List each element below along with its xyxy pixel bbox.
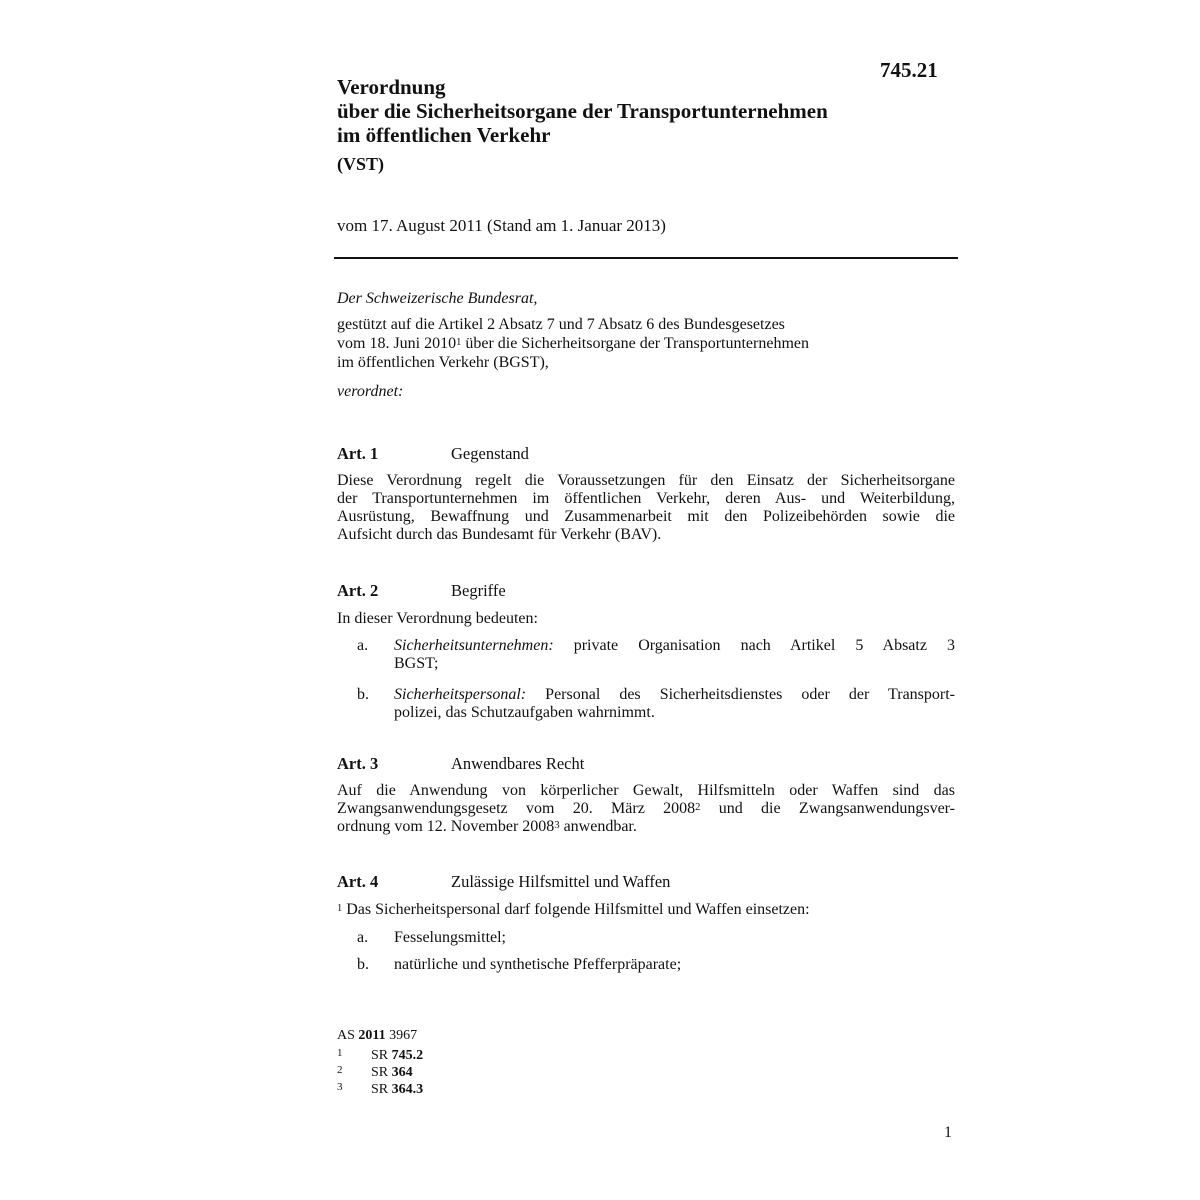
document-abbreviation: (VST) [337,154,385,174]
paragraph-line [337,800,955,818]
article-number: Art. 1 [337,444,379,463]
definition-text: private Organisation nach Artikel 5 Absatz 3 [553,637,955,654]
footnote-ref-number: 745.2 [391,1048,424,1063]
as-year: 2011 [358,1028,386,1043]
list-item-text [394,637,955,673]
list-item [337,637,955,677]
footnote-prefix: SR [371,1065,392,1080]
paragraph-line: Ausrüstung, Bewaffnung und Zusammenarbeit mit den Polizeibehörden sowie die [337,508,955,525]
paragraph-text: Zwangsanwendungsgesetz vom 20. März 2008 [337,800,696,817]
title-line: Verordnung [337,75,446,99]
paragraph-line [337,818,955,836]
footnote-ref[interactable]: 3 [554,820,560,831]
document-date: vom 17. August 2011 (Stand am 1. Januar 2013) [337,216,666,235]
footnote-ref[interactable]: 2 [695,802,701,813]
definition-text: Personal des Sicherheitsdienstes oder der Transport- [526,686,955,703]
official-compilation-ref [337,1028,417,1044]
list-item [337,929,955,949]
article-title: Begriffe [451,581,506,600]
document-title [337,75,828,147]
paragraph-line: der Transportunternehmen im öffentlichen Verkehr, deren Aus- und Weiterbildung, [337,490,955,507]
preamble-decree: verordnet: [337,383,404,400]
footnote-text [371,1048,423,1064]
article-number: Art. 3 [337,754,379,773]
footnote-number: 1 [337,1047,343,1059]
list-item-text [394,686,955,722]
preamble-basis-line: im öffentlichen Verkehr (BGST), [337,354,549,371]
preamble-basis [337,315,809,372]
article-heading [0,754,1200,774]
paragraph-number: 1 [337,903,343,914]
preamble-basis-line: gestützt auf die Artikel 2 Absatz 7 und 7 Absatz 6 des Bundesgesetzes [337,316,785,333]
footnote-ref[interactable]: 1 [456,337,462,348]
footnote-text [371,1082,423,1098]
footnote-number: 2 [337,1064,343,1076]
preamble-basis-text: vom 18. Juni 2010 [337,335,457,352]
list-item-line: BGST; [394,655,439,672]
as-page: 3967 [385,1028,418,1043]
list-item [337,956,955,976]
list-item [337,686,955,726]
defined-term: Sicherheitsunternehmen: [394,637,554,654]
list-item-line [394,637,955,655]
list-item-line: polizei, das Schutzaufgaben wahrnimmt. [394,704,655,721]
defined-term: Sicherheitspersonal: [394,686,527,703]
footnote-prefix: SR [371,1082,392,1097]
list-item-line [394,686,955,704]
sr-number: 745.21 [880,58,938,82]
paragraph-text: ordnung vom 12. November 2008 [337,818,555,835]
footnote-ref-number: 364.3 [391,1082,424,1097]
list-item-text: Fesselungsmittel; [394,929,506,946]
title-line: im öffentlichen Verkehr [337,123,551,147]
article-1-paragraph [337,472,955,544]
article-title: Anwendbares Recht [451,754,585,773]
preamble-basis-text: über die Sicherheitsorgane der Transportunternehmen [461,335,809,352]
footnote-text [371,1065,413,1081]
article-number: Art. 2 [337,581,379,600]
list-item-label: a. [357,929,369,946]
article-4-intro [337,900,810,919]
article-title: Gegenstand [451,444,529,463]
footnote-number: 3 [337,1081,343,1093]
paragraph-line: Diese Verordnung regelt die Voraussetzungen für den Einsatz der Sicherheitsorgane [337,472,955,489]
article-heading [0,872,1200,892]
article-3-paragraph [337,782,955,836]
header-divider [334,257,958,259]
paragraph-text: und die Zwangsanwendungsver- [700,800,955,817]
article-number: Art. 4 [337,872,379,891]
page-number: 1 [944,1124,952,1141]
list-item-text: natürliche und synthetische Pfefferpräparate; [394,956,682,973]
preamble-authority: Der Schweizerische Bundesrat, [337,290,538,307]
article-heading [0,581,1200,601]
paragraph-text: anwendbar. [559,818,637,835]
paragraph-text: Das Sicherheitspersonal darf folgende Hilfsmittel und Waffen einsetzen: [342,901,810,918]
article-2-intro: In dieser Verordnung bedeuten: [337,610,538,627]
preamble-basis-line [337,334,809,353]
title-line: über die Sicherheitsorgane der Transportunternehmen [337,99,828,123]
article-heading [0,444,1200,464]
footnote-ref-number: 364 [391,1065,413,1080]
list-item-label: b. [357,956,369,973]
paragraph-line: Aufsicht durch das Bundesamt für Verkehr (BAV). [337,526,662,543]
as-prefix: AS [337,1028,359,1043]
footnote-prefix: SR [371,1048,392,1063]
list-item-label: a. [357,637,369,654]
list-item-label: b. [357,686,369,703]
article-title: Zulässige Hilfsmittel und Waffen [451,872,671,891]
paragraph-line: Auf die Anwendung von körperlicher Gewalt, Hilfsmitteln oder Waffen sind das [337,782,955,799]
